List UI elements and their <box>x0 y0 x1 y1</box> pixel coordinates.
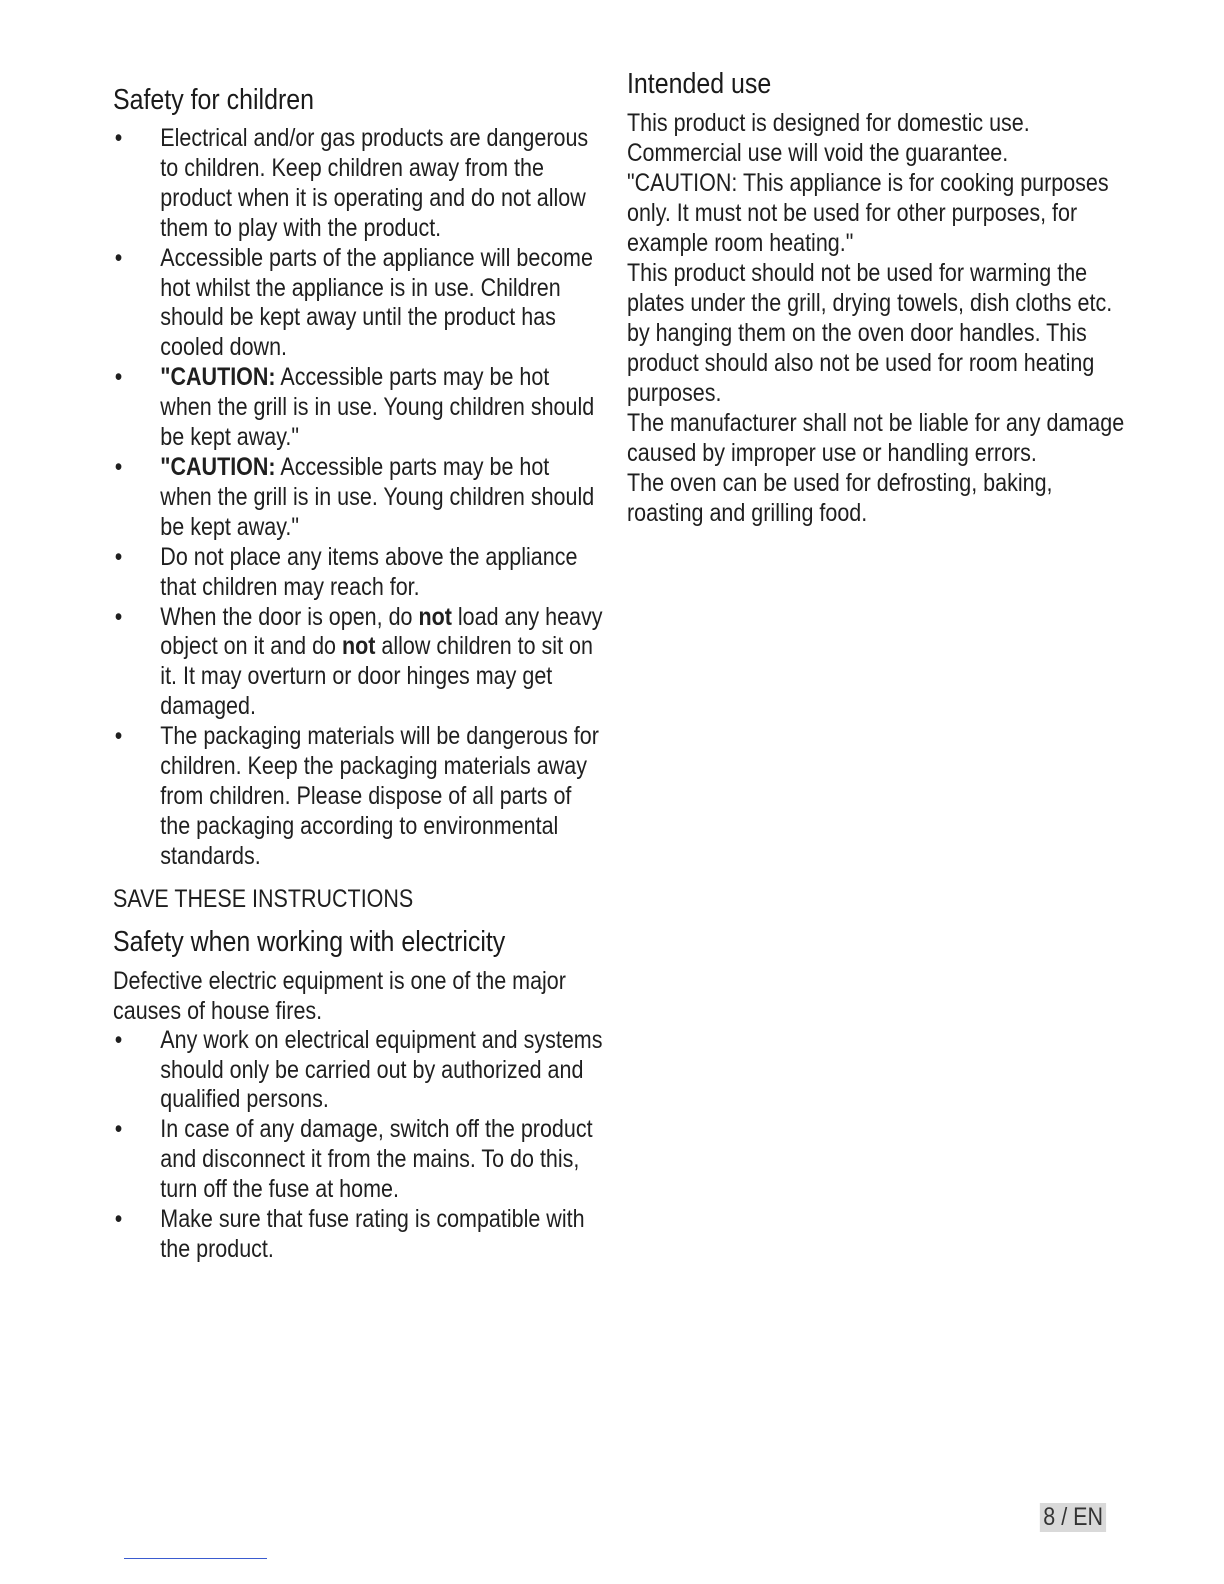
bullet-icon: • <box>114 124 123 152</box>
caution-label: "CAUTION: <box>160 452 276 481</box>
list-item: • Accessible parts of the appliance will become hot whilst the appliance is in use. Children should be kept away until the product has cooled down. <box>114 243 593 362</box>
bullet-icon: • <box>114 452 123 481</box>
caution-label: "CAUTION: <box>160 363 276 392</box>
list-item: • In case of any damage, switch off the product and disconnect it from the mains. To do this, turn off the fuse at home. <box>114 1115 593 1204</box>
safety-children-list <box>113 124 603 872</box>
list-item: • "CAUTION: Accessible parts may be hot when the grill is in use. Young children should be kept away." <box>114 363 595 452</box>
bullet-icon: • <box>114 722 123 751</box>
bullet-icon: • <box>114 1025 123 1054</box>
list-item: • Electrical and/or gas products are dangerous to children. Keep children away from the product when it is operating and do not allow them to play with the product. <box>114 124 589 242</box>
list-item: • Any work on electrical equipment and systems should only be carried out by authorized and qualified persons. <box>114 1025 603 1114</box>
list-item: • Make sure that fuse rating is compatible with the product. <box>114 1205 585 1263</box>
left-column <box>113 72 603 1265</box>
paragraph: "CAUTION: This appliance is for cooking purposes only. It must not be used for other purposes, for example room heating." <box>627 169 1109 257</box>
right-column <box>627 66 1127 528</box>
emphasis-not: not <box>418 602 452 631</box>
list-item: • The packaging materials will be dangerous for children. Keep the packaging materials away from children. Please dispose of all parts of the packaging according to environmental standards. <box>114 722 599 870</box>
section-title-safety-children: Safety for children <box>113 84 315 116</box>
list-item: • "CAUTION: Accessible parts may be hot when the grill is in use. Young children should be kept away." <box>114 452 595 541</box>
emphasis-not: not <box>342 632 376 661</box>
bullet-icon: • <box>114 243 123 272</box>
bullet-icon: • <box>114 542 123 571</box>
list-item: • Do not place any items above the appliance that children may reach for. <box>114 542 578 601</box>
bullet-icon: • <box>114 602 123 631</box>
list-item: • When the door is open, do not load any heavy object on it and do not allow children to sit on it. It may overturn or door hinges may get damaged. <box>114 602 603 721</box>
electricity-intro: Defective electric equipment is one of the major causes of house fires. <box>113 966 566 1025</box>
paragraph: The oven can be used for defrosting, baking, roasting and grilling food. <box>627 469 1053 527</box>
paragraph: The manufacturer shall not be liable for any damage caused by improper use or handling errors. <box>627 409 1125 467</box>
bullet-icon: • <box>114 1205 123 1234</box>
section-title-intended-use: Intended use <box>627 68 772 100</box>
paragraph: This product should not be used for warming the plates under the grill, drying towels, dish cloths etc. by hanging them on the oven door handles. This product should also not be used for room heating purposes. <box>627 259 1113 407</box>
bullet-icon: • <box>114 1115 123 1144</box>
save-instructions: SAVE THESE INSTRUCTIONS <box>113 884 414 913</box>
page-number: 8 / EN <box>1039 1503 1106 1532</box>
electricity-list <box>113 1026 603 1265</box>
bullet-icon: • <box>114 363 123 392</box>
section-title-electricity: Safety when working with electricity <box>113 925 506 958</box>
paragraph: This product is designed for domestic use. Commercial use will void the guarantee. <box>627 109 1030 167</box>
footer-divider <box>124 1558 267 1559</box>
